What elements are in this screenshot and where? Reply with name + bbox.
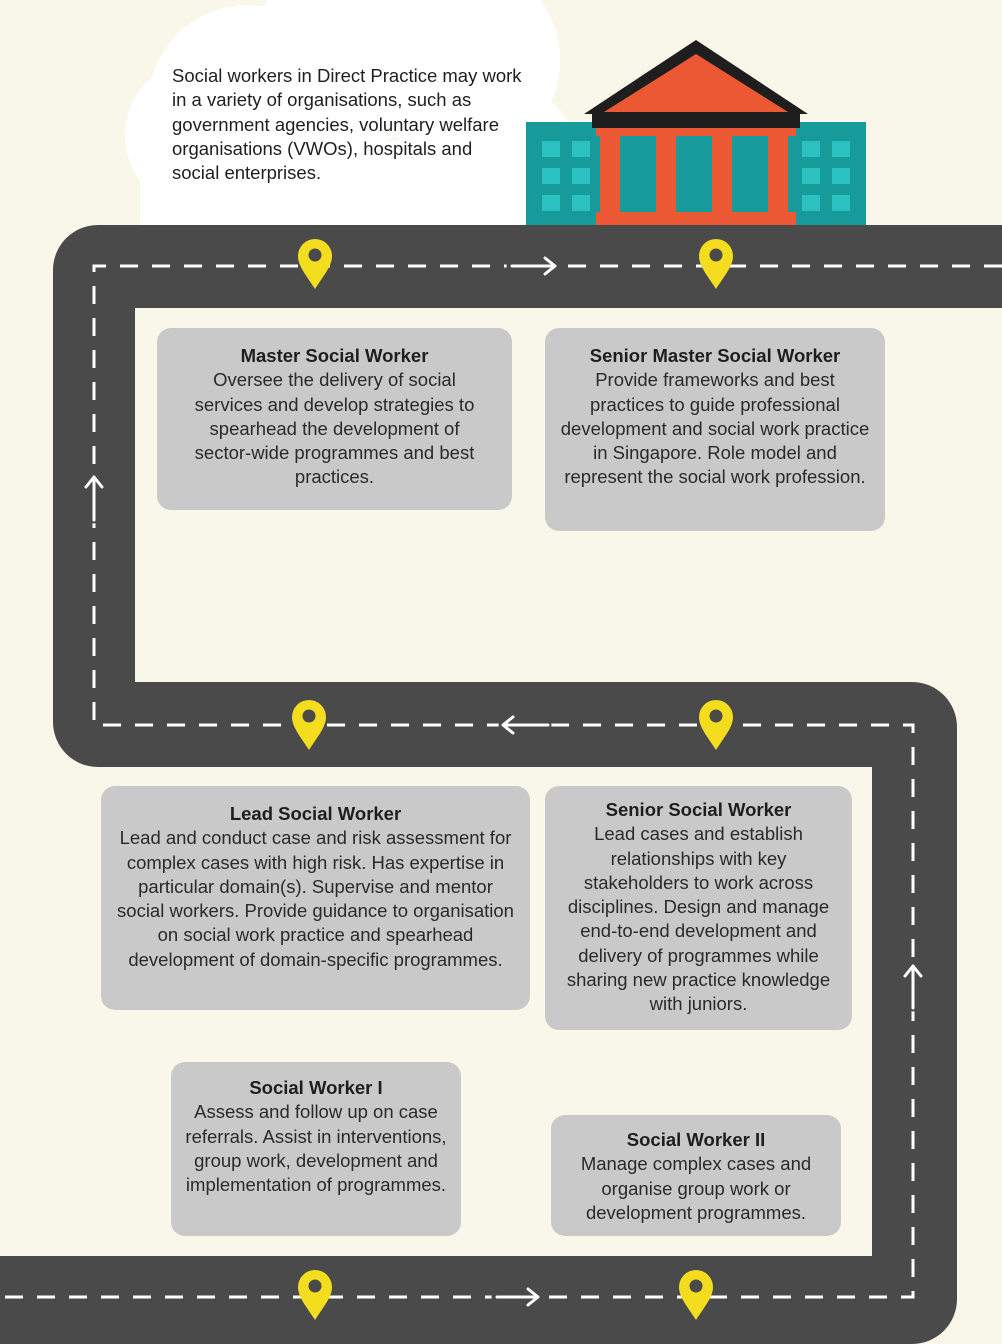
role-card-lead-social-worker xyxy=(101,786,530,1010)
role-title: Senior Social Worker xyxy=(605,799,792,820)
role-card-social-worker-i xyxy=(171,1062,461,1236)
role-description: Assess and follow up on case referrals. Assist in interventions, group work, development and implementation of programmes. xyxy=(185,1101,447,1196)
role-description: Manage complex cases and organise group work or development programmes. xyxy=(580,1153,812,1223)
role-description: Oversee the delivery of social services and develop strategies to spearhead the development of sector-wide programmes and best practices. xyxy=(194,369,475,488)
building-icon xyxy=(526,40,866,230)
role-title: Social Worker II xyxy=(626,1129,766,1150)
role-description: Lead and conduct case and risk assessment for complex cases with high risk. Has expertise in particular domain(s). Supervise and mentor social workers. Provide guidance to organisation on social work practice and spearhead development of domain-specific programmes. xyxy=(117,827,514,970)
role-description: Lead cases and establish relationships with key stakeholders to work across disciplines. Design and manage end-to-end development and delivery of programmes while sharing new practice knowledge with juniors. xyxy=(566,823,831,1015)
role-card-senior-social-worker xyxy=(545,786,852,1030)
role-card-master-social-worker xyxy=(157,328,512,510)
role-title: Lead Social Worker xyxy=(229,803,402,824)
role-title: Social Worker I xyxy=(249,1077,383,1098)
role-description: Provide frameworks and best practices to guide professional development and social work practice in Singapore. Role model and represent the social work profession. xyxy=(560,369,870,488)
role-card-senior-master-social-worker xyxy=(545,328,885,531)
role-title: Senior Master Social Worker xyxy=(589,345,841,366)
intro-text: Social workers in Direct Practice may work in a variety of organisations, such as government agencies, voluntary welfare organisations (VWOs), hospitals and social enterprises. xyxy=(172,65,522,184)
role-card-social-worker-ii xyxy=(551,1115,841,1236)
role-title: Master Social Worker xyxy=(240,345,429,366)
